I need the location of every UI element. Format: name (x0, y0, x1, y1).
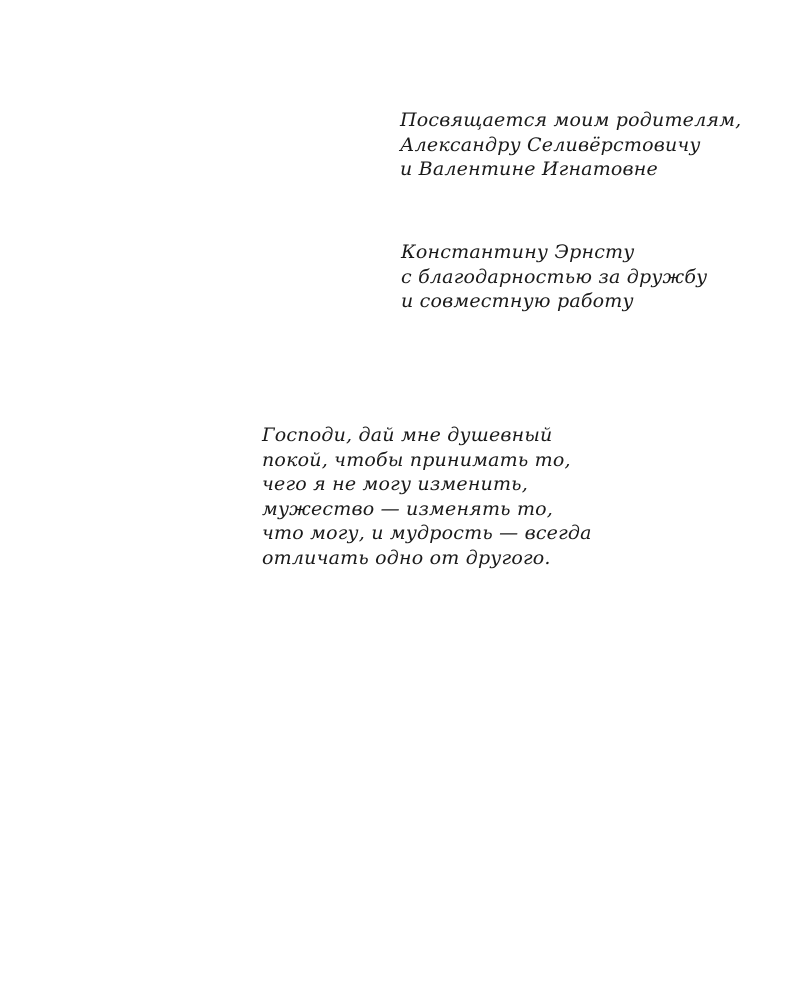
dedication-parents-line: и Валентине Игнатовне (400, 158, 658, 180)
dedication-parents-line: Посвящается моим родителям, (400, 109, 742, 131)
dedication-parents-line: Александру Селивёрстовичу (400, 133, 701, 156)
epigraph (262, 423, 592, 570)
dedication-ernst-line: и совместную работу (401, 290, 634, 312)
dedication-parents (400, 108, 741, 182)
epigraph-line: что могу, и мудрость — всегда (262, 522, 592, 544)
epigraph-line: мужество — изменять то, (262, 497, 554, 520)
dedication-ernst-line: Константину Эрнсту (401, 241, 635, 263)
epigraph-line: Господи, дай мне душевный (262, 424, 553, 446)
epigraph-line: отличать одно от другого. (262, 546, 551, 569)
dedication-ernst-line: с благодарностью за дружбу (401, 265, 708, 288)
dedication-ernst (401, 240, 707, 314)
epigraph-line: покой, чтобы принимать то, (262, 448, 571, 471)
epigraph-line: чего я не могу изменить, (262, 473, 528, 495)
